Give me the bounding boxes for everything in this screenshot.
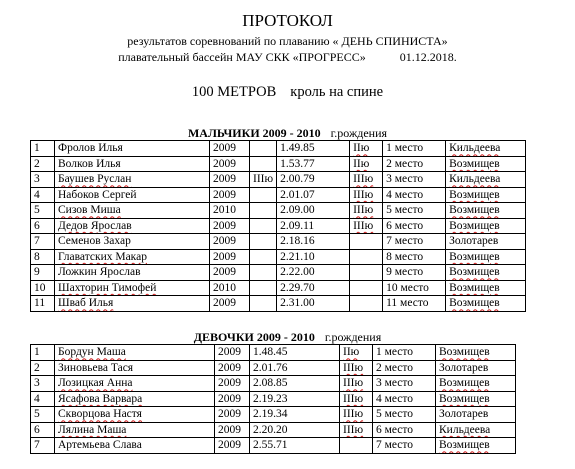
boys-section-heading [0, 126, 575, 141]
awarded-rank: IIIю [340, 360, 373, 376]
place: 11 место [383, 296, 446, 312]
place: 4 место [373, 391, 436, 407]
athlete-name: Лозицкая Анна [55, 376, 215, 392]
boys-heading-suffix: г.рождения [330, 126, 388, 140]
birth-year: 2009 [215, 360, 250, 376]
awarded-rank: IIIю [350, 172, 383, 188]
row-number: 2 [31, 360, 55, 376]
coach-name: Возмищев [436, 391, 516, 407]
prior-rank [250, 265, 277, 281]
result-time: 2.09.00 [277, 203, 350, 219]
athlete-name: Скворцова Настя [55, 407, 215, 423]
birth-year: 2009 [210, 172, 250, 188]
athlete-name: Шваб Илья [55, 296, 210, 312]
result-time: 2.19.23 [250, 391, 340, 407]
coach-name: Золотарев [446, 234, 526, 250]
athlete-name: Артемьева Слава [55, 438, 215, 454]
coach-name: Золотарев [436, 407, 516, 423]
result-time: 2.19.34 [250, 407, 340, 423]
coach-name: Возмищев [446, 249, 526, 265]
result-time: 2.29.70 [277, 280, 350, 296]
place: 7 место [383, 234, 446, 250]
prior-rank [250, 156, 277, 172]
place: 1 место [383, 141, 446, 157]
table-row [31, 265, 526, 281]
athlete-name: Сизов Миша [55, 203, 210, 219]
awarded-rank: IIIю [340, 391, 373, 407]
awarded-rank: IIIю [340, 407, 373, 423]
row-number: 4 [31, 187, 55, 203]
venue-text: плавательный бассейн МАУ СКК «ПРОГРЕСС» [118, 50, 366, 64]
result-time: 2.01.07 [277, 187, 350, 203]
place: 10 место [383, 280, 446, 296]
table-row [31, 376, 516, 392]
row-number: 1 [31, 345, 55, 361]
awarded-rank [350, 296, 383, 312]
result-time: 2.00.79 [277, 172, 350, 188]
result-time: 2.31.00 [277, 296, 350, 312]
birth-year: 2009 [215, 376, 250, 392]
athlete-name: Зиновьева Тася [55, 360, 215, 376]
birth-year: 2009 [210, 296, 250, 312]
awarded-rank: IIIю [350, 187, 383, 203]
row-number: 5 [31, 407, 55, 423]
table-row [31, 438, 516, 454]
result-time: 2.01.76 [250, 360, 340, 376]
table-row [31, 296, 526, 312]
row-number: 3 [31, 376, 55, 392]
birth-year: 2009 [210, 218, 250, 234]
coach-name: Возмищев [446, 280, 526, 296]
event-date: 01.12.2018. [399, 50, 457, 64]
prior-rank [250, 296, 277, 312]
row-number: 2 [31, 156, 55, 172]
prior-rank [250, 141, 277, 157]
boys-heading-text: МАЛЬЧИКИ 2009 - 2010 [187, 126, 321, 140]
result-time: 2.21.10 [277, 249, 350, 265]
girls-heading-text: ДЕВОЧКИ 2009 - 2010 [193, 330, 315, 344]
athlete-name: Фролов Илья [55, 141, 210, 157]
table-row [31, 203, 526, 219]
event-heading [0, 84, 575, 101]
awarded-rank [350, 265, 383, 281]
coach-name: Возмищев [436, 376, 516, 392]
athlete-name: Бордун Маша [55, 345, 215, 361]
result-time: 1.49.85 [277, 141, 350, 157]
result-time: 1.53.77 [277, 156, 350, 172]
venue-line [0, 50, 575, 65]
awarded-rank: IIIю [350, 203, 383, 219]
table-row [31, 172, 526, 188]
place: 5 место [383, 203, 446, 219]
girls-section-heading [0, 330, 575, 345]
birth-year: 2009 [215, 391, 250, 407]
result-time: 2.22.00 [277, 265, 350, 281]
coach-name: Возмищев [446, 265, 526, 281]
result-time: 2.08.85 [250, 376, 340, 392]
row-number: 7 [31, 438, 55, 454]
table-row [31, 218, 526, 234]
place: 5 место [373, 407, 436, 423]
table-row [31, 187, 526, 203]
athlete-name: Ложкин Ярослав [55, 265, 210, 281]
athlete-name: Шахторин Тимофей [55, 280, 210, 296]
place: 3 место [373, 376, 436, 392]
prior-rank [250, 187, 277, 203]
birth-year: 2009 [215, 422, 250, 438]
place: 3 место [383, 172, 446, 188]
row-number: 4 [31, 391, 55, 407]
athlete-name: Лялина Маша [55, 422, 215, 438]
table-row [31, 280, 526, 296]
awarded-rank: IIю [350, 156, 383, 172]
competition-subtitle: результатов соревнований по плаванию « ДЕНЬ СПИНИСТА» [127, 34, 448, 48]
awarded-rank: IIIю [350, 218, 383, 234]
awarded-rank: IIIю [340, 376, 373, 392]
athlete-name: Волков Илья [55, 156, 210, 172]
awarded-rank: IIIю [340, 422, 373, 438]
protocol-title: ПРОТОКОЛ [242, 11, 333, 30]
awarded-rank: IIю [350, 141, 383, 157]
row-number: 10 [31, 280, 55, 296]
prior-rank [250, 218, 277, 234]
event-style: кроль на спине [290, 84, 384, 100]
coach-name: Возмищев [436, 345, 516, 361]
coach-name: Возмищев [436, 438, 516, 454]
table-row [31, 141, 526, 157]
coach-name: Возмищев [446, 218, 526, 234]
birth-year: 2009 [210, 156, 250, 172]
place: 9 место [383, 265, 446, 281]
birth-year: 2010 [210, 203, 250, 219]
row-number: 1 [31, 141, 55, 157]
place: 7 место [373, 438, 436, 454]
row-number: 7 [31, 234, 55, 250]
result-time: 2.09.11 [277, 218, 350, 234]
prior-rank [250, 203, 277, 219]
athlete-name: Баушев Руслан [55, 172, 210, 188]
row-number: 3 [31, 172, 55, 188]
girls-heading-suffix: г.рождения [324, 330, 382, 344]
table-row [31, 422, 516, 438]
coach-name: Кильдеева [436, 422, 516, 438]
result-time: 2.18.16 [277, 234, 350, 250]
table-row [31, 234, 526, 250]
birth-year: 2009 [215, 407, 250, 423]
coach-name: Кильдеева [446, 141, 526, 157]
place: 8 место [383, 249, 446, 265]
prior-rank [250, 280, 277, 296]
row-number: 11 [31, 296, 55, 312]
birth-year: 2010 [210, 280, 250, 296]
coach-name: Возмищев [446, 203, 526, 219]
coach-name: Золотарев [436, 360, 516, 376]
place: 6 место [383, 218, 446, 234]
result-time: 1.48.45 [250, 345, 340, 361]
prior-rank: IIIю [250, 172, 277, 188]
event-distance: 100 МЕТРОВ [191, 84, 277, 100]
birth-year: 2009 [210, 234, 250, 250]
place: 4 место [383, 187, 446, 203]
prior-rank [250, 234, 277, 250]
table-row [31, 360, 516, 376]
awarded-rank [350, 234, 383, 250]
table-row [31, 407, 516, 423]
birth-year: 2009 [210, 141, 250, 157]
row-number: 8 [31, 249, 55, 265]
birth-year: 2009 [210, 187, 250, 203]
table-row [31, 249, 526, 265]
boys-results-table [30, 140, 526, 312]
awarded-rank: IIю [340, 345, 373, 361]
coach-name: Возмищев [446, 296, 526, 312]
place: 2 место [373, 360, 436, 376]
awarded-rank [350, 249, 383, 265]
athlete-name: Набоков Сергей [55, 187, 210, 203]
birth-year: 2009 [215, 438, 250, 454]
coach-name: Возмищев [446, 187, 526, 203]
awarded-rank [340, 438, 373, 454]
athlete-name: Дедов Ярослав [55, 218, 210, 234]
row-number: 6 [31, 218, 55, 234]
table-row [31, 391, 516, 407]
prior-rank [250, 249, 277, 265]
athlete-name: Ясафова Варвара [55, 391, 215, 407]
row-number: 6 [31, 422, 55, 438]
table-row [31, 345, 516, 361]
athlete-name: Семенов Захар [55, 234, 210, 250]
birth-year: 2009 [210, 249, 250, 265]
girls-results-table [30, 344, 516, 454]
athlete-name: Главатских Макар [55, 249, 210, 265]
row-number: 5 [31, 203, 55, 219]
birth-year: 2009 [215, 345, 250, 361]
place: 6 место [373, 422, 436, 438]
place: 1 место [373, 345, 436, 361]
result-time: 2.20.20 [250, 422, 340, 438]
coach-name: Кильдеева [446, 172, 526, 188]
birth-year: 2009 [210, 265, 250, 281]
result-time: 2.55.71 [250, 438, 340, 454]
table-row [31, 156, 526, 172]
awarded-rank [350, 280, 383, 296]
coach-name: Возмищев [446, 156, 526, 172]
place: 2 место [383, 156, 446, 172]
row-number: 9 [31, 265, 55, 281]
